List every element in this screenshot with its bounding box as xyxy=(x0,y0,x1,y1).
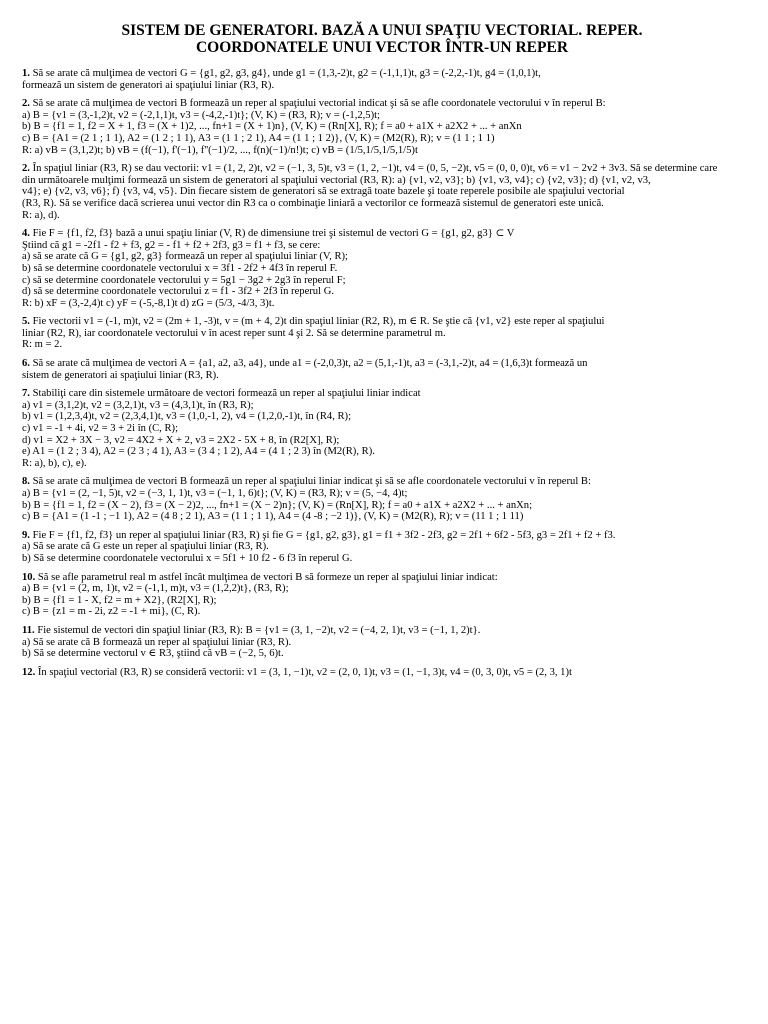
exercise-line xyxy=(22,606,742,618)
exercise-text: Să se arate că mulţimea de vectori B formează un reper al spaţiului liniar indicat şi să se afle coordonatele vectorului v în reperul B: xyxy=(32,476,591,488)
exercise-text: R: a), d). xyxy=(22,209,60,221)
exercise-statement xyxy=(22,358,742,370)
exercise-text: a) B = {v1 = (3,-1,2)t, v2 = (-2,1,1)t, v3 = (-4,2,-1)t}; (V, K) = (R3, R); v = (-1,2,5)t; xyxy=(22,109,380,121)
exercise-line xyxy=(22,263,742,275)
exercise-line xyxy=(22,500,742,512)
exercise-line xyxy=(22,446,742,458)
exercise-text: a) B = {v1 = (2, m, 1)t, v2 = (-1,1, m)t, v3 = (1,2,2)t}, (R3, R); xyxy=(22,583,289,595)
exercise-text: b) v1 = (1,2,3,4)t, v2 = (2,3,4,1)t, v3 = (1,0,-1, 2), v4 = (1,2,0,-1)t, în (R4, R); xyxy=(22,411,352,423)
exercise-text: R: b) xF = (3,-2,4)t c) yF = (-5,-8,1)t d) zG = (5/3, -4/3, 3)t. xyxy=(22,297,275,309)
exercise-text: Fie F = {f1, f2, f3} bază a unui spaţiu liniar (V, R) de dimensiune trei şi sistemul de vectori G = {g1, g2, g3} ⊂ V xyxy=(32,228,515,240)
exercise-statement xyxy=(22,572,742,584)
exercise-line xyxy=(22,370,742,382)
exercise-text: Să se afle parametrul real m astfel încât mulţimea de vectori B să formeze un reper al spaţiului liniar indicat: xyxy=(37,571,498,583)
exercise-line xyxy=(22,637,742,649)
exercise-text: Fie F = {f1, f2, f3} un reper al spaţiului liniar (R3, R) şi fie G = {g1, g2, g3}, g1 = f1 + 3f2 - 2f3, g2 = 2f1 + 6f2 - 5f3, g3 = 2f1 + f2 + f3. xyxy=(32,529,616,541)
exercise-line xyxy=(22,145,742,157)
exercise-number: 5. xyxy=(22,316,30,328)
exercise-text: sistem de generatori ai spaţiului liniar (R3, R). xyxy=(22,369,219,381)
exercise-text: v4}; e) {v2, v3, v6}; f) {v3, v4, v5}. Din fiecare sistem de generatori să se extragă toate bazele şi toate reperele posibile ale spaţiului vectorial xyxy=(22,186,625,198)
exercise-line xyxy=(22,411,742,423)
exercise-number: 8. xyxy=(22,476,30,488)
exercise-text: a) Să se arate că G este un reper al spaţiului liniar (R3, R). xyxy=(22,541,269,553)
exercise-text: c) B = {A1 = (2 1 ; 1 1), A2 = (1 2 ; 1 1), A3 = (1 1 ; 2 1), A4 = (1 1 ; 1 2)}, (V, K) = (M2(R), R); v = (1 1 ; 1 1) xyxy=(22,132,495,144)
exercise-text: Ştiind că g1 = -2f1 - f2 + f3, g2 = - f1 + f2 + 2f3, g3 = f1 + f3, se cere: xyxy=(22,239,321,251)
exercise-number: 9. xyxy=(22,529,30,541)
exercise-line xyxy=(22,339,742,351)
exercise-item xyxy=(22,228,742,309)
exercise-text: d) v1 = X2 + 3X − 3, v2 = 4X2 + X + 2, v3 = 2X2 - 5X + 8, în (R2[X], R); xyxy=(22,434,340,446)
exercise-text: R: m = 2. xyxy=(22,339,63,351)
exercise-line xyxy=(22,275,742,287)
exercise-text: din următoarele mulţimi formează un sistem de generatori al spaţiului vectorial (R3, R): a) {v1, v2, v3}; b) {v1, v3, v4}; c) {v2, v3}; d) {v1, v2, v3, xyxy=(22,174,651,186)
exercise-line xyxy=(22,286,742,298)
exercise-text: d) să se determine coordonatele vectorului z = f1 - 3f2 + 2f3 în reperul G. xyxy=(22,286,334,298)
exercise-line xyxy=(22,175,742,187)
exercise-number: 11. xyxy=(22,624,35,636)
exercise-statement xyxy=(22,388,742,400)
exercise-statement xyxy=(22,228,742,240)
exercise-list xyxy=(22,68,742,678)
exercise-text: b) B = {f1 = 1, f2 = (X − 2), f3 = (X − 2)2, ..., fn+1 = (X − 2)n}; (V, K) = (Rn[X], R); f = a0 + a1X + a2X2 + ... + anXn; xyxy=(22,499,533,511)
exercise-text: b) Să se determine coordonatele vectorului x = 5f1 + 10 f2 - 6 f3 în reperul G. xyxy=(22,552,353,564)
exercise-item xyxy=(22,476,742,522)
exercise-statement xyxy=(22,476,742,488)
exercise-text: Fie vectorii v1 = (-1, m)t, v2 = (2m + 1, -3)t, v = (m + 4, 2)t din spaţiul liniar (R2, R), m ∈ R. Se ştie că {v1, v2} este reper al spaţiului xyxy=(32,316,605,328)
exercise-number: 10. xyxy=(22,571,36,583)
exercise-line xyxy=(22,400,742,412)
exercise-item xyxy=(22,358,742,381)
exercise-text: c) v1 = -1 + 4i, v2 = 3 + 2i în (C, R); xyxy=(22,423,179,435)
exercise-text: a) să se arate că G = {g1, g2, g3} formează un reper al spaţiului liniar (V, R); xyxy=(22,251,348,263)
exercise-text: c) B = {A1 = (1 -1 ; −1 1), A2 = (4 8 ; 2 1), A3 = (1 1 ; 1 1), A4 = (4 -8 ; −2 1)}, (V, K) = (M2(R), R); v = (11 1 ; 1 11) xyxy=(22,511,524,523)
exercise-statement xyxy=(22,163,742,175)
exercise-line xyxy=(22,595,742,607)
exercise-statement xyxy=(22,530,742,542)
exercise-text: a) B = {v1 = (2, −1, 5)t, v2 = (−3, 1, 1)t, v3 = (−1, 1, 6)t}; (V, K) = (R3, R); v = (5, −4, 4)t; xyxy=(22,488,408,499)
exercise-item xyxy=(22,572,742,618)
exercise-text: R: a), b), c), e). xyxy=(22,457,87,469)
exercise-line xyxy=(22,210,742,222)
exercise-number: 2. xyxy=(22,163,30,175)
exercise-text: formează un sistem de generatori ai spaţiului liniar (R3, R). xyxy=(22,79,275,91)
exercise-line xyxy=(22,648,742,660)
exercise-number: 7. xyxy=(22,388,30,400)
exercise-text: Să se arate că mulţimea de vectori G = {g1, g2, g3, g4}, unde g1 = (1,3,-2)t, g2 = (-1,1,1)t, g3 = (-2,2,-1)t, g4 = (1,0,1)t, xyxy=(32,68,541,79)
exercise-line xyxy=(22,488,742,500)
exercise-line xyxy=(22,133,742,145)
exercise-statement xyxy=(22,667,742,679)
exercise-statement xyxy=(22,98,742,110)
exercise-item xyxy=(22,625,742,660)
exercise-text: b) B = {f1 = 1, f2 = X + 1, f3 = (X + 1)2, ..., fn+1 = (X + 1)n}, (V, K) = (Rn[X], R); f = a0 + a1X + a2X2 + ... + anXn xyxy=(22,121,522,133)
exercise-text: b) Să se determine vectorul v ∈ R3, ştiind că vB = (−2, 5, 6)t. xyxy=(22,648,284,660)
exercise-number: 2. xyxy=(22,98,30,110)
exercise-number: 4. xyxy=(22,228,30,240)
exercise-text: Fie sistemul de vectori din spaţiul liniar (R3, R): B = {v1 = (3, 1, −2)t, v2 = (−4, 2, 1)t, v3 = (−1, 1, 2)t}. xyxy=(37,624,481,636)
exercise-number: 6. xyxy=(22,358,30,370)
exercise-statement xyxy=(22,625,742,637)
exercise-line xyxy=(22,251,742,263)
exercise-line xyxy=(22,121,742,133)
exercise-item xyxy=(22,98,742,156)
exercise-item xyxy=(22,316,742,351)
exercise-statement xyxy=(22,316,742,328)
exercise-line xyxy=(22,240,742,252)
exercise-line xyxy=(22,298,742,310)
exercise-item xyxy=(22,388,742,469)
exercise-text: În spaţiul liniar (R3, R) se dau vectorii: v1 = (1, 2, 2)t, v2 = (−1, 3, 5)t, v3 = (1, 2, −1)t, v4 = (0, 5, −2)t, v5 = (0, 0, 0)t, v6 = v1 − 2v2 + 3v3. Să se determine care xyxy=(32,163,718,175)
exercise-number: 1. xyxy=(22,68,30,79)
exercise-text: a) Să se arate că B formează un reper al spaţiului liniar (R3, R). xyxy=(22,636,292,648)
exercise-line xyxy=(22,80,742,92)
exercise-text: Stabiliţi care din sistemele următoare de vectori formează un reper al spaţiului liniar indicat xyxy=(32,388,421,400)
exercise-item xyxy=(22,667,742,679)
exercise-line xyxy=(22,186,742,198)
exercise-line xyxy=(22,110,742,122)
exercise-text: a) v1 = (3,1,2)t, v2 = (3,2,1)t, v3 = (4,3,1)t, în (R3, R); xyxy=(22,399,254,411)
page-title xyxy=(22,22,742,56)
exercise-text: În spaţiul vectorial (R3, R) se consideră vectorii: v1 = (3, 1, −1)t, v2 = (2, 0, 1)t, v3 = (1, −1, 3)t, v4 = (0, 3, 0)t, v5 = (2, 3, 1)t xyxy=(37,666,572,678)
exercise-line xyxy=(22,423,742,435)
exercise-text: b) să se determine coordonatele vectorului x = 3f1 - 2f2 + 4f3 în reperul F. xyxy=(22,262,338,274)
exercise-line xyxy=(22,553,742,565)
exercise-text: R: a) vB = (3,1,2)t; b) vB = (f(−1), f'(−1), f''(−1)/2, ..., f(n)(−1)/n!)t; c) vB = (1/5,1/5,1/5,1/5)t xyxy=(22,144,418,156)
exercise-item xyxy=(22,163,742,221)
exercise-line xyxy=(22,511,742,523)
title-line-1: SISTEM DE GENERATORI. BAZĂ A UNUI SPAŢIU VECTORIAL. REPER. xyxy=(121,22,643,39)
exercise-line xyxy=(22,328,742,340)
exercise-text: Să se arate că mulţimea de vectori A = {a1, a2, a3, a4}, unde a1 = (-2,0,3)t, a2 = (5,1,-1)t, a3 = (-3,1,-2)t, a4 = (1,6,3)t formează un xyxy=(32,358,588,370)
exercise-line xyxy=(22,458,742,470)
exercise-line xyxy=(22,583,742,595)
exercise-text: b) B = {f1 = 1 - X, f2 = m + X2}, (R2[X], R); xyxy=(22,594,217,606)
exercise-item xyxy=(22,530,742,565)
exercise-line xyxy=(22,541,742,553)
exercise-text: c) să se determine coordonatele vectorului y = 5g1 − 3g2 + 2g3 în reperul F; xyxy=(22,274,346,286)
exercise-line xyxy=(22,198,742,210)
exercise-text: e) A1 = (1 2 ; 3 4), A2 = (2 3 ; 4 1), A3 = (3 4 ; 1 2), A4 = (4 1 ; 2 3) în (M2(R), R). xyxy=(22,446,375,458)
exercise-line xyxy=(22,435,742,447)
exercise-statement xyxy=(22,68,742,80)
exercise-number: 12. xyxy=(22,666,36,678)
exercise-text: Să se arate că mulţimea de vectori B formează un reper al spaţiului vectorial indicat şi să se afle coordonatele vectorului v în reperul B: xyxy=(32,98,606,110)
title-line-2: COORDONATELE UNUI VECTOR ÎNTR-UN REPER xyxy=(195,39,569,56)
exercise-item xyxy=(22,68,742,91)
exercise-text: liniar (R2, R), iar coordonatele vectorului v în acest reper sunt 4 şi 2. Să se determine parametrul m. xyxy=(22,327,446,339)
exercise-text: c) B = {z1 = m - 2i, z2 = -1 + mi}, (C, R). xyxy=(22,606,201,618)
exercise-text: (R3, R). Să se verifice dacă scrierea unui vector din R3 ca o combinaţie liniară a vectorilor ce formează sistemul de generatori este unică. xyxy=(22,197,604,209)
